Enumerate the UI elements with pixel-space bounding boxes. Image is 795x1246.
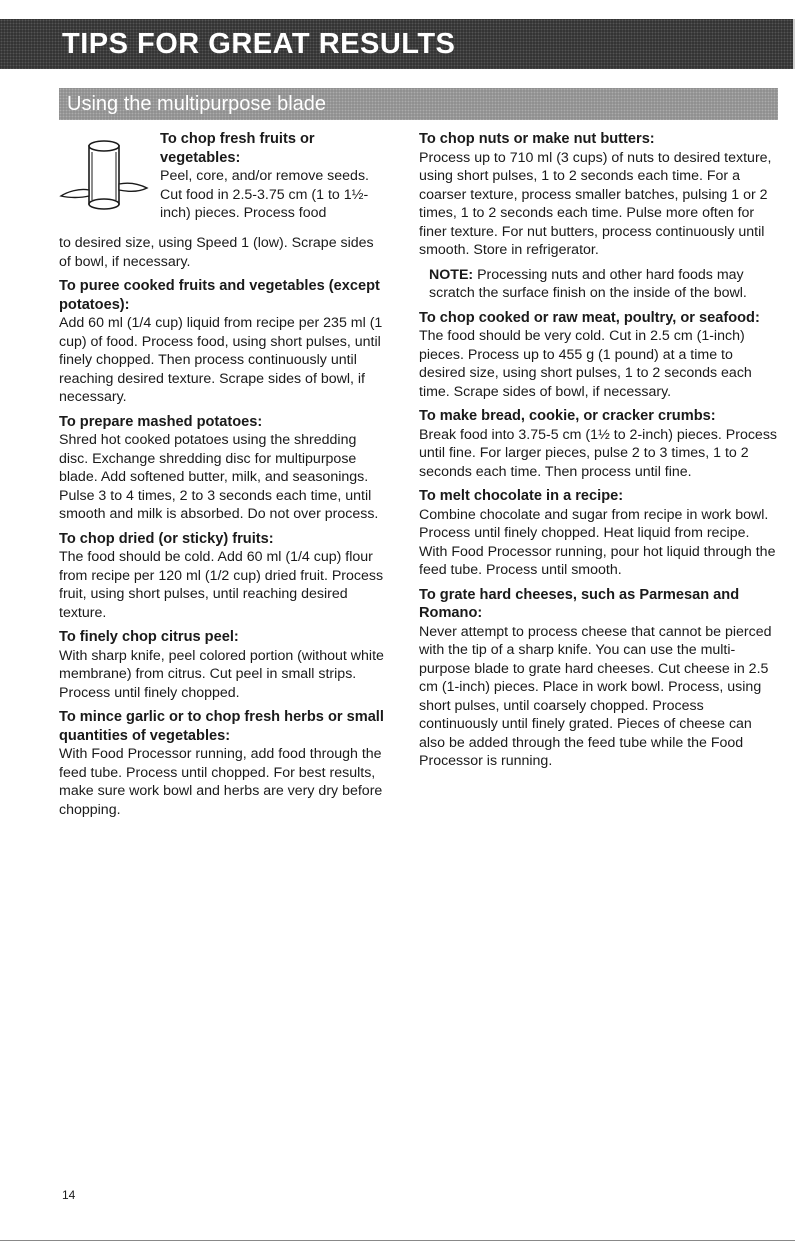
section-heading: To grate hard cheeses, such as Parmesan and Romano: — [419, 586, 740, 621]
note — [419, 266, 779, 303]
section-text: With sharp knife, peel colored portion (without white membrane) from citrus. Cut peel in small strips. Process until finely chopped. — [59, 647, 384, 701]
section-heading: To chop nuts or make nut butters: — [419, 131, 655, 147]
section-text: Break food into 3.75-5 cm (1½ to 2-inch) pieces. Process until fine. For larger pieces, pulse 2 to 3 times, 1 to 2 seconds each time. Then process until fine. — [419, 426, 778, 480]
section-text: to desired size, using Speed 1 (low). Scrape sides of bowl, if necessary. — [59, 235, 374, 270]
section-text: Shred hot cooked potatoes using the shredding disc. Exchange shredding disc for multipurpose blade. Add softened butter, milk, and seasonings. Pulse 3 to 4 times, 2 to 3 seconds each time, until smooth and milk is absorbed. Do not over process. — [59, 432, 379, 522]
tip-section — [419, 309, 779, 402]
section-text: Peel, core, and/or remove seeds. Cut food in 2.5-3.75 cm (1 to 1½-inch) pieces. Process food — [160, 168, 369, 221]
left-column — [59, 130, 389, 825]
tip-section — [59, 277, 389, 407]
tip-section — [419, 130, 779, 260]
tip-section — [419, 487, 779, 580]
section-text: Combine chocolate and sugar from recipe in work bowl. Process until finely chopped. Heat liquid from recipe. With Food Processor running, pour hot liquid through the feed tube. Process until smooth. — [419, 506, 776, 578]
section-heading: To chop fresh fruits or vegetables: — [160, 131, 315, 166]
multipurpose-blade-icon — [59, 132, 149, 222]
page-number: 14 — [62, 1188, 76, 1202]
section-heading: To prepare mashed potatoes: — [59, 413, 263, 430]
section-heading: To puree cooked fruits and vegetables (except potatoes): — [59, 278, 380, 313]
tip-section — [419, 407, 779, 481]
right-column — [419, 130, 779, 777]
first-section-head — [59, 130, 389, 234]
section-heading: To mince garlic or to chop fresh herbs or small quantities of vegetables: — [59, 709, 384, 744]
section-text: Never attempt to process cheese that cannot be pierced with the tip of a sharp knife. You can use the multi-purpose blade to grate hard cheeses. Cut cheese in 2.5 cm (1-inch) pieces. Place in work bowl. Process, using short pulses, until coarsely chopped. Process continuously until finely grated. Pieces of cheese can also be added through the feed tube while the Food Processor is running. — [419, 623, 772, 769]
tip-section — [59, 708, 389, 819]
note-label: NOTE: — [429, 266, 474, 283]
section-text: Add 60 ml (1/4 cup) liquid from recipe per 235 ml (1 cup) of food. Process food, using short pulses, until finely chopped. Then process continuously until reaching desired texture. Scrape sides of bowl, if necessary. — [59, 315, 383, 405]
section-heading: To chop cooked or raw meat, poultry, or seafood: — [419, 309, 760, 326]
bottom-divider — [0, 1240, 795, 1241]
tip-section — [59, 628, 389, 702]
tip-section — [59, 530, 389, 623]
section-heading: To finely chop citrus peel: — [59, 629, 239, 645]
title-banner — [0, 19, 795, 69]
first-section-indent — [160, 130, 390, 223]
section-title: Using the multipurpose blade — [67, 93, 327, 115]
section-heading: To make bread, cookie, or cracker crumbs: — [419, 408, 716, 424]
note-text: Processing nuts and other hard foods may scratch the surface finish on the inside of the bowl. — [429, 266, 747, 301]
section-text: Process up to 710 ml (3 cups) of nuts to desired texture, using short pulses, 1 to 2 seconds each time. For a coarser texture, process smaller batches, pulsing 1 or 2 times, 1 to 2 seconds each time. Pulse more often for finer texture. For nut butters, process continuously until smooth. Store in refrigerator. — [419, 149, 772, 258]
section-text: The food should be cold. Add 60 ml (1/4 cup) flour from recipe per 120 ml (1/2 cup) dried fruit. Process fruit, using short pulses, until reaching desired texture. — [59, 549, 384, 621]
tip-section — [59, 413, 389, 524]
section-text: The food should be very cold. Cut in 2.5 cm (1-inch) pieces. Process up to 455 g (1 pound) at a time to desired size, using short pulses, 1 to 2 seconds each time. Scrape sides of bowl, if necessary. — [419, 328, 752, 400]
section-heading: To chop dried (or sticky) fruits: — [59, 530, 274, 547]
section-heading: To melt chocolate in a recipe: — [419, 488, 624, 504]
section-banner — [59, 88, 778, 120]
page-title: TIPS FOR GREAT RESULTS — [62, 28, 456, 60]
section-text: With Food Processor running, add food through the feed tube. Process until chopped. For best results, make sure work bowl and herbs are very dry before chopping. — [59, 746, 383, 818]
tip-section — [419, 586, 779, 771]
